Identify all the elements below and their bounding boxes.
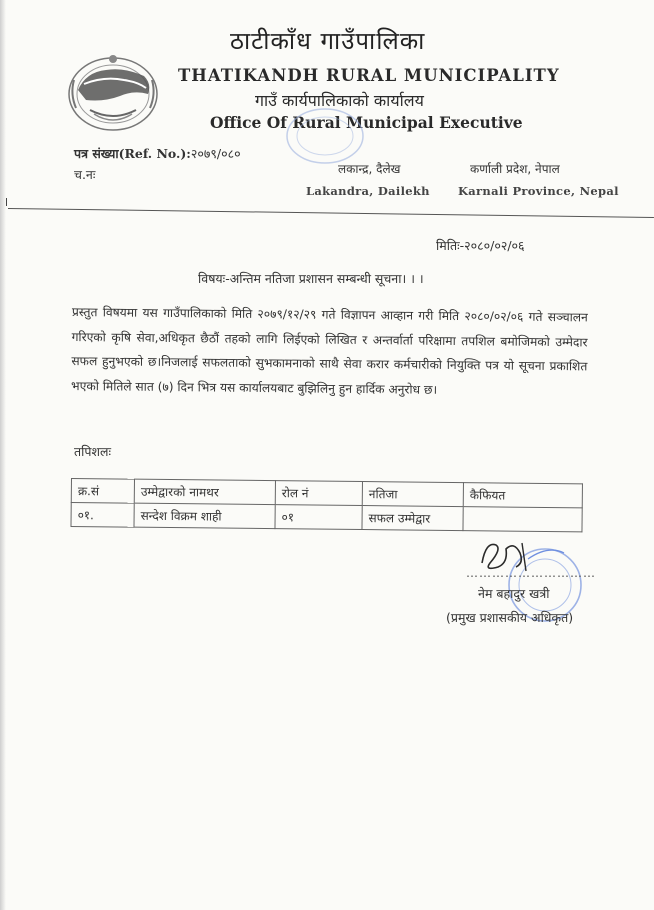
cell-roll-number: ०१ [275,505,362,530]
faded-office-stamp-icon [283,105,367,167]
municipality-name-en: THATIKANDH RURAL MUNICIPALITY [178,66,560,85]
ref-label: पत्र संख्या(Ref. No.): [74,146,191,161]
col-roll-number: रोल नं [275,481,362,506]
result-table [70,478,582,532]
nepal-map-emblem-icon [64,50,162,134]
letter-date: मितिः-२०८०/०२/०६ [436,238,525,253]
col-remarks: कैफियत [463,483,582,508]
office-name-np: गाउँ कार्यपालिकाको कार्यालय [255,91,424,110]
cell-result: सफल उम्मेद्वार [362,506,463,531]
province-en: Karnali Province, Nepal [458,184,619,198]
cell-candidate-name: सन्देश विक्रम शाही [134,503,275,528]
cell-remarks [463,507,582,532]
signatory-name: नेम बहादुर खत्री [478,586,550,601]
dispatch-number-label: च.नः [74,167,96,182]
letter-body: प्रस्तुत विषयमा यस गाउँपालिकाको मिति २०७९/१२/२९ गते विज्ञापन आव्हान गरी मिति २०८०/०२/०६ गते सञ्चालन गरिएको कृषि सेवा,अधिकृत छैठौं तहको लागि लिईएको लिखित र अन्तर्वार्ता परिक्षामा तपशिल बमोजिमको उम्मेदार सफल हुनुभएको छ।निजलाई सफलताको सुभकामनाको साथै सेवा करार कर्मचारीको नियुक्ति पत्र यो सूचना प्रकाशित भएको मितिले सात (७) दिन भित्र यस कार्यालयबाट बुझिलिनु हुन हार्दिक अनुरोध छ। [71,304,588,397]
col-serial: क्र.सं [71,479,134,504]
details-label: तपिशलः [74,444,111,459]
scan-edge-shadow [0,0,6,910]
office-name-en: Office Of Rural Municipal Executive [210,113,523,132]
municipality-name-np: ठाटीकाँध गाउँपालिका [230,27,426,55]
reference-number [74,145,241,162]
cell-serial: ०१. [71,503,134,528]
col-candidate-name: उम्मेद्वारको नामथर [134,479,275,504]
table-row [71,503,582,532]
signature-line: ………………………… [466,566,596,580]
col-result: नतिजा [362,482,463,507]
city-en: Lakandra, Dailekh [306,184,430,198]
signatory-title: (प्रमुख प्रशासकीय अधिकृत) [446,610,574,625]
province-np: कर्णाली प्रदेश, नेपाल [470,162,560,176]
city-np: लकान्द्र, दैलेख [338,162,401,176]
ref-value: २०७९/०८० [190,146,241,161]
margin-tick [6,198,7,206]
header-divider [8,208,654,218]
letter-subject: विषयः-अन्तिम नतिजा प्रशासन सम्बन्धी सूचना। । । [198,271,424,286]
